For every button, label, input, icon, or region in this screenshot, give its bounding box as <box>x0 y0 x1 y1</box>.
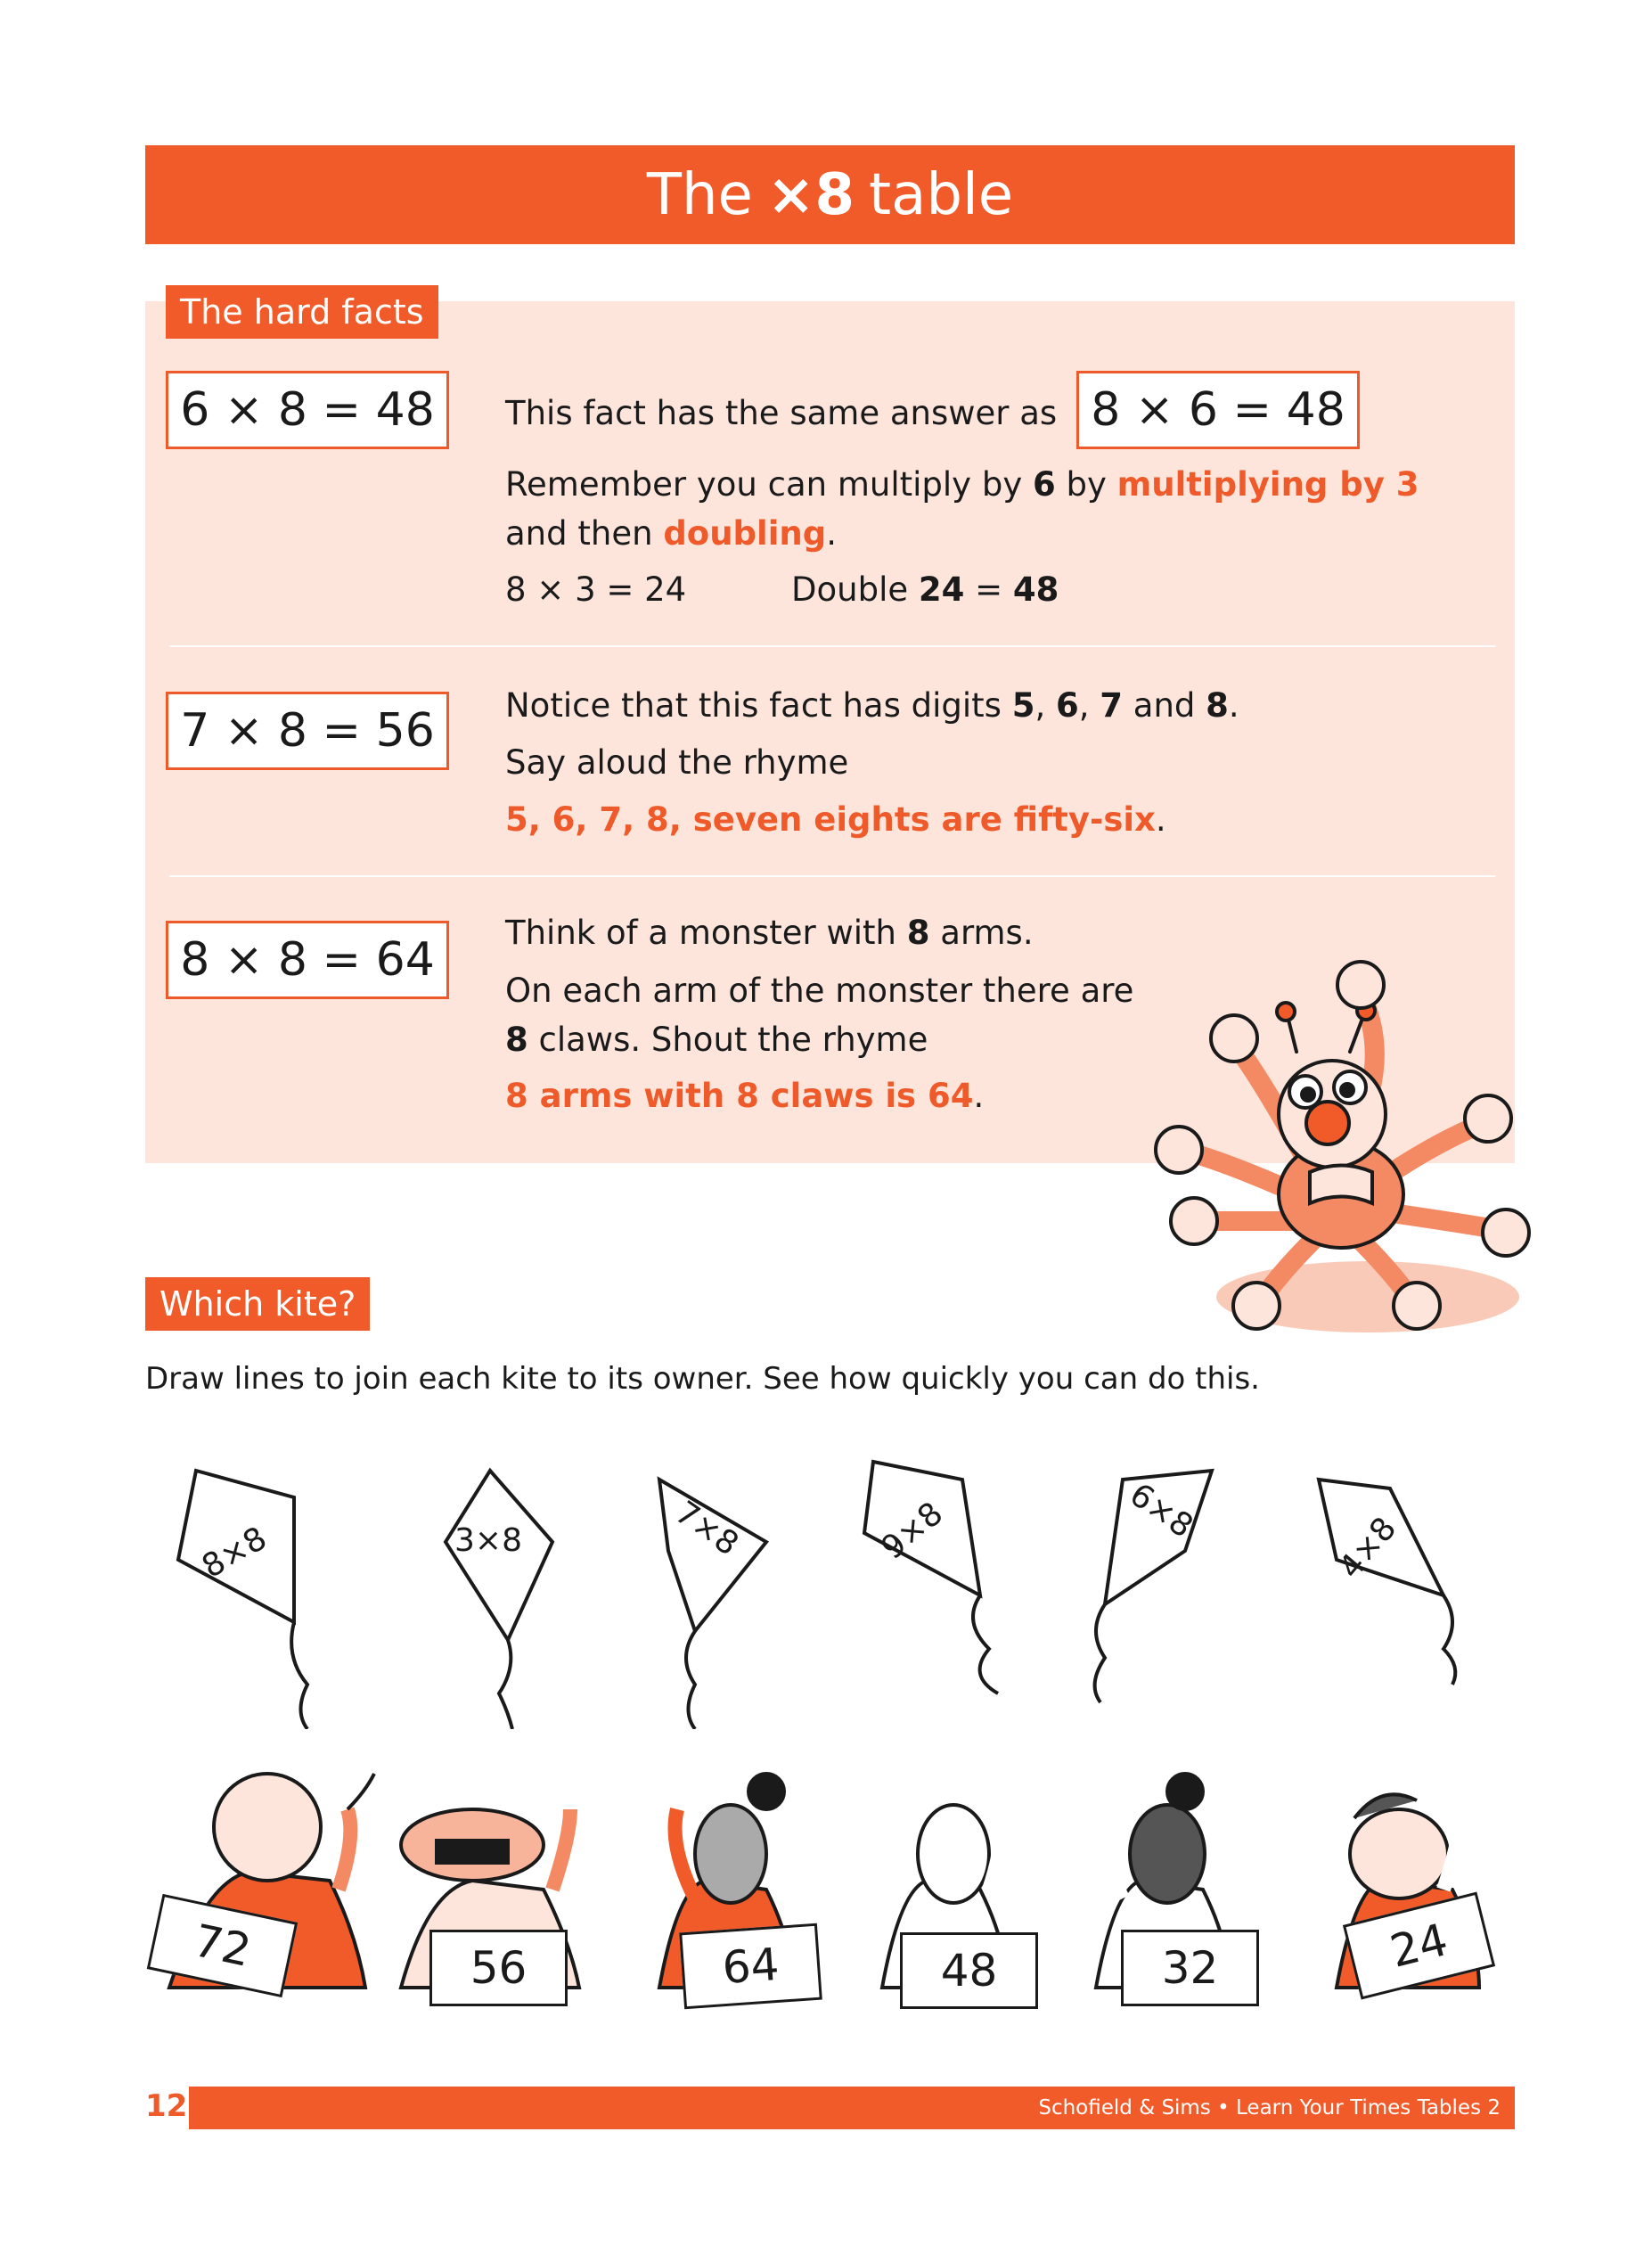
footer-bar <box>189 2087 1515 2129</box>
owner-card-3[interactable]: 64 <box>679 1923 822 2010</box>
kite-label-4: 9×8 <box>874 1495 951 1567</box>
kites-row <box>160 1444 1497 1729</box>
fact-box-6x8: 6 × 8 = 48 <box>166 371 449 449</box>
fact-box-7x8: 7 × 8 = 56 <box>166 692 449 770</box>
title-suffix: table <box>869 161 1014 228</box>
owners-row <box>151 1756 1506 2023</box>
kite-6[interactable] <box>1319 1480 1455 1685</box>
kite-1[interactable] <box>178 1471 307 1729</box>
monster-line-2: On each arm of the monster there are <box>505 972 1134 1010</box>
kite-5[interactable] <box>1095 1471 1212 1702</box>
fact-box-8x8: 8 × 8 = 64 <box>166 921 449 999</box>
say-aloud-line: Say aloud the rhyme <box>505 743 849 782</box>
kite-label-3: 7×8 <box>668 1494 746 1563</box>
owner-card-1[interactable]: 72 <box>147 1894 298 1997</box>
calc-triple: 8 × 3 = 24 <box>505 570 687 609</box>
owner-card-2[interactable]: 56 <box>429 1930 568 2006</box>
title-highlight: ×8 <box>766 161 855 228</box>
same-answer-text: This fact has the same answer as <box>505 394 1058 432</box>
kite-2[interactable] <box>446 1471 552 1729</box>
rhyme-56: 5, 6, 7, 8, seven eights are fifty-six. <box>505 800 1166 839</box>
digits-line: Notice that this fact has digits 5, 6, 7 and 8. <box>505 686 1239 725</box>
kite-label-1: 8×8 <box>196 1520 274 1586</box>
owner-card-6[interactable]: 24 <box>1343 1892 1495 2000</box>
page-title <box>145 145 1515 244</box>
monster-line-1: Think of a monster with 8 arms. <box>505 914 1034 952</box>
title-prefix: The <box>646 161 753 228</box>
hard-facts-heading: The hard facts <box>166 285 438 339</box>
rhyme-64: 8 arms with 8 claws is 64. <box>505 1077 985 1115</box>
owner-card-4[interactable]: 48 <box>900 1932 1038 2009</box>
monster-illustration <box>1127 936 1546 1364</box>
kite-4[interactable] <box>864 1462 998 1693</box>
kite-label-2: 3×8 <box>454 1522 522 1559</box>
kite-label-6: 4×8 <box>1332 1510 1404 1587</box>
divider-1 <box>169 645 1495 647</box>
calc-double: Double 24 = 48 <box>791 570 1059 609</box>
divider-2 <box>169 875 1495 877</box>
monster-line-3: 8 claws. Shout the rhyme <box>505 1021 928 1059</box>
footer-credit: Schofield & Sims • Learn Your Times Tables 2 <box>1038 2096 1501 2120</box>
remember-line: Remember you can multiply by 6 by multiplying by 3 <box>505 465 1419 504</box>
which-kite-heading: Which kite? <box>145 1277 370 1331</box>
fact-box-8x6: 8 × 6 = 48 <box>1076 371 1360 449</box>
kite-instruction: Draw lines to join each kite to its owner. See how quickly you can do this. <box>145 1361 1260 1397</box>
kite-3[interactable] <box>659 1480 766 1729</box>
owner-card-5[interactable]: 32 <box>1121 1930 1259 2006</box>
page-number: 12 <box>145 2088 188 2124</box>
kite-label-5: 6×8 <box>1123 1476 1200 1546</box>
and-then-line: and then doubling. <box>505 514 838 553</box>
